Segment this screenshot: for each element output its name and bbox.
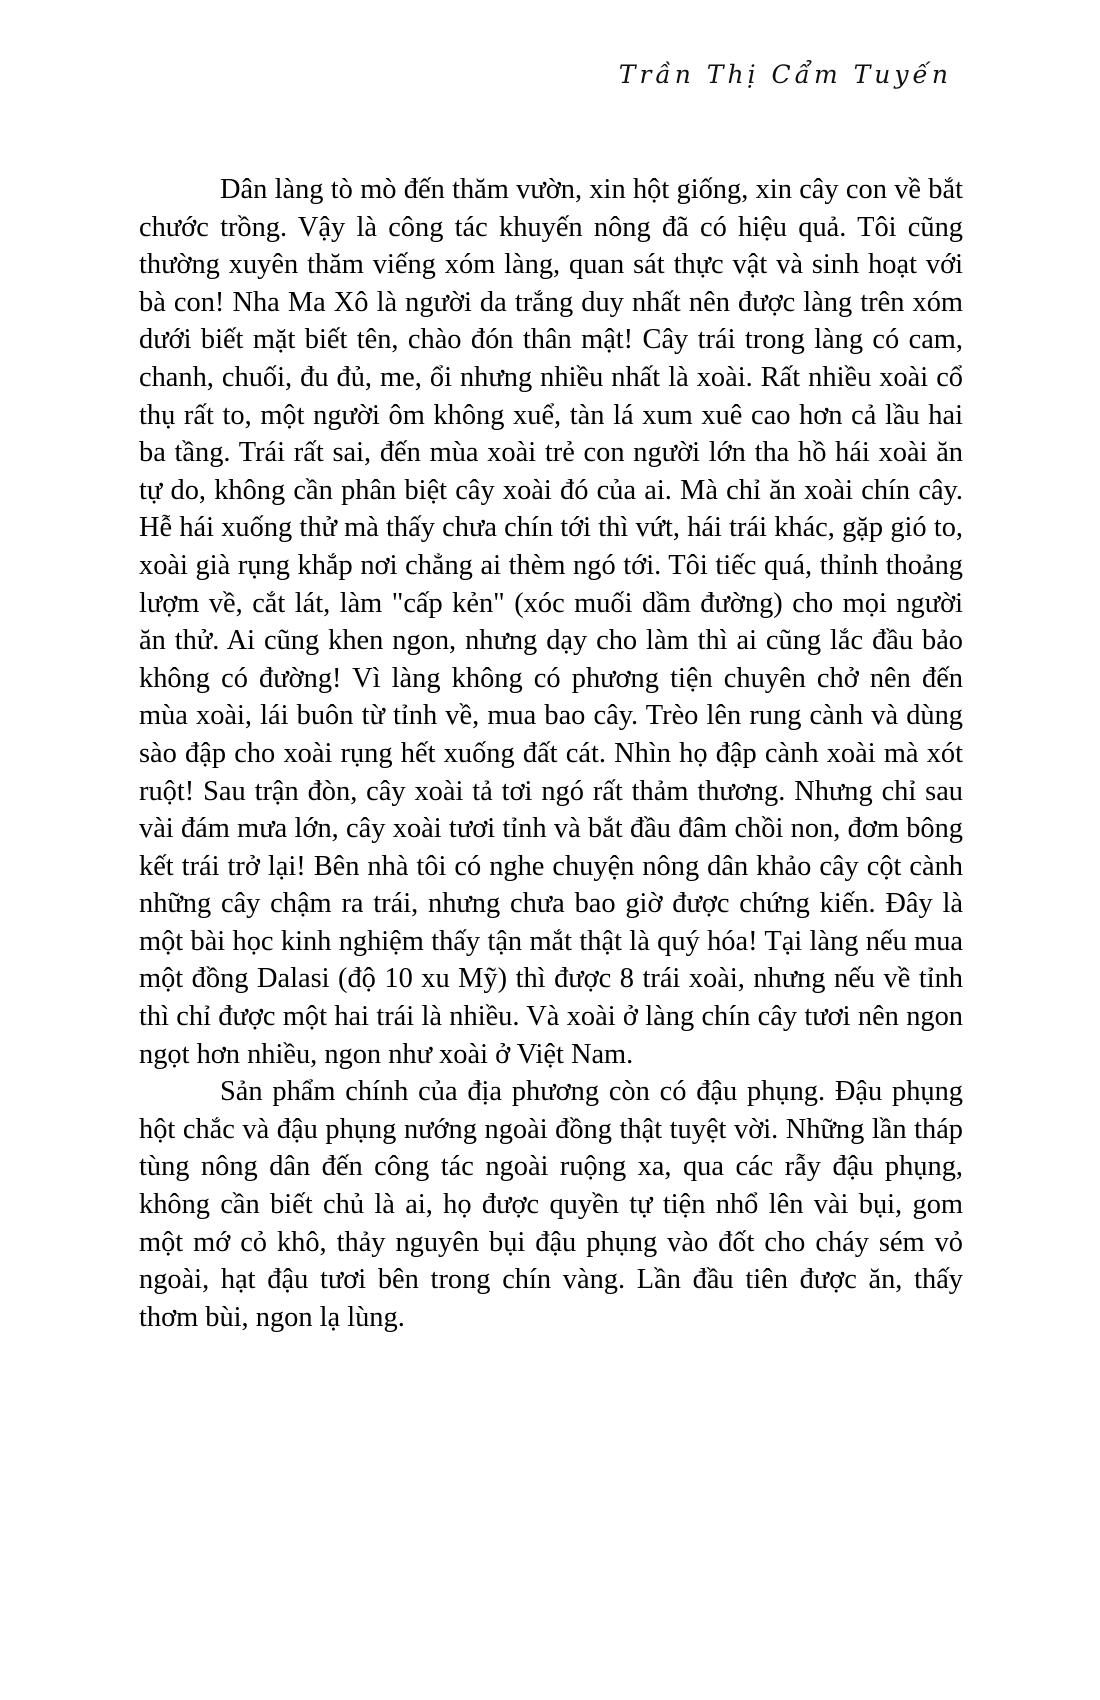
running-header-author: Trần Thị Cẩm Tuyến	[618, 60, 952, 89]
paragraph-peanut: Sản phẩm chính của địa phương còn có đậu phụng. Đậu phụng hột chắc và đậu phụng nướng ngoài đồng thật tuyệt vời. Những lần tháp tùng nông dân đến công tác ngoài ruộng xa, qua các rẫy đậu phụng, không cần biết chủ là ai, họ được quyền tự tiện nhổ lên vài bụi, gom một mớ cỏ khô, thảy nguyên bụi đậu phụng vào đốt cho cháy sém vỏ ngoài, hạt đậu tươi bên trong chín vàng. Lần đầu tiên được ăn, thấy thơm bùi, ngon lạ lùng.	[139, 1076, 963, 1333]
body-text	[139, 171, 963, 1336]
paragraph-mango: Dân làng tò mò đến thăm vườn, xin hột giống, xin cây con về bắt chước trồng. Vậy là công tác khuyến nông đã có hiệu quả. Tôi cũng thường xuyên thăm viếng xóm làng, quan sát thực vật và sinh hoạt với bà con! Nha Ma Xô là người da trắng duy nhất nên được làng trên xóm dưới biết mặt biết tên, chào đón thân mật! Cây trái trong làng có cam, chanh, chuối, đu đủ, me, ổi nhưng nhiều nhất là xoài. Rất nhiều xoài cổ thụ rất to, một người ôm không xuể, tàn lá xum xuê cao hơn cả lầu hai ba tầng. Trái rất sai, đến mùa xoài trẻ con người lớn tha hồ hái xoài ăn tự do, không cần phân biệt cây xoài đó của ai. Mà chỉ ăn xoài chín cây. Hễ hái xuống thử mà thấy chưa chín tới thì vứt, hái trái khác, gặp gió to, xoài già rụng khắp nơi chẳng ai thèm ngó tới. Tôi tiếc quá, thỉnh thoảng lượm về, cắt lát, làm "cấp kẻn" (xóc muối dầm đường) cho mọi người ăn thử. Ai cũng khen ngon, nhưng dạy cho làm thì ai cũng lắc đầu bảo không có đường! Vì làng không có phương tiện chuyên chở nên đến mùa xoài, lái buôn từ tỉnh về, mua bao cây. Trèo lên rung cành và dùng sào đập cho xoài rụng hết xuống đất cát. Nhìn họ đập cành xoài mà xót ruột! Sau trận đòn, cây xoài tả tơi ngó rất thảm thương. Nhưng chỉ sau vài đám mưa lớn, cây xoài tươi tỉnh và bắt đầu đâm chồi non, đơm bông kết trái trở lại! Bên nhà tôi có nghe chuyện nông dân khảo cây cột cành những cây chậm ra trái, nhưng chưa bao giờ được chứng kiến. Đây là một bài học kinh nghiệm thấy tận mắt thật là quý hóa! Tại làng nếu mua một đồng Dalasi (độ 10 xu Mỹ) thì được 8 trái xoài, nhưng nếu về tỉnh thì chỉ được một hai trái là nhiều. Và xoài ở làng chín cây tươi nên ngon ngọt hơn nhiều, ngon như xoài ở Việt Nam.	[139, 174, 963, 1070]
